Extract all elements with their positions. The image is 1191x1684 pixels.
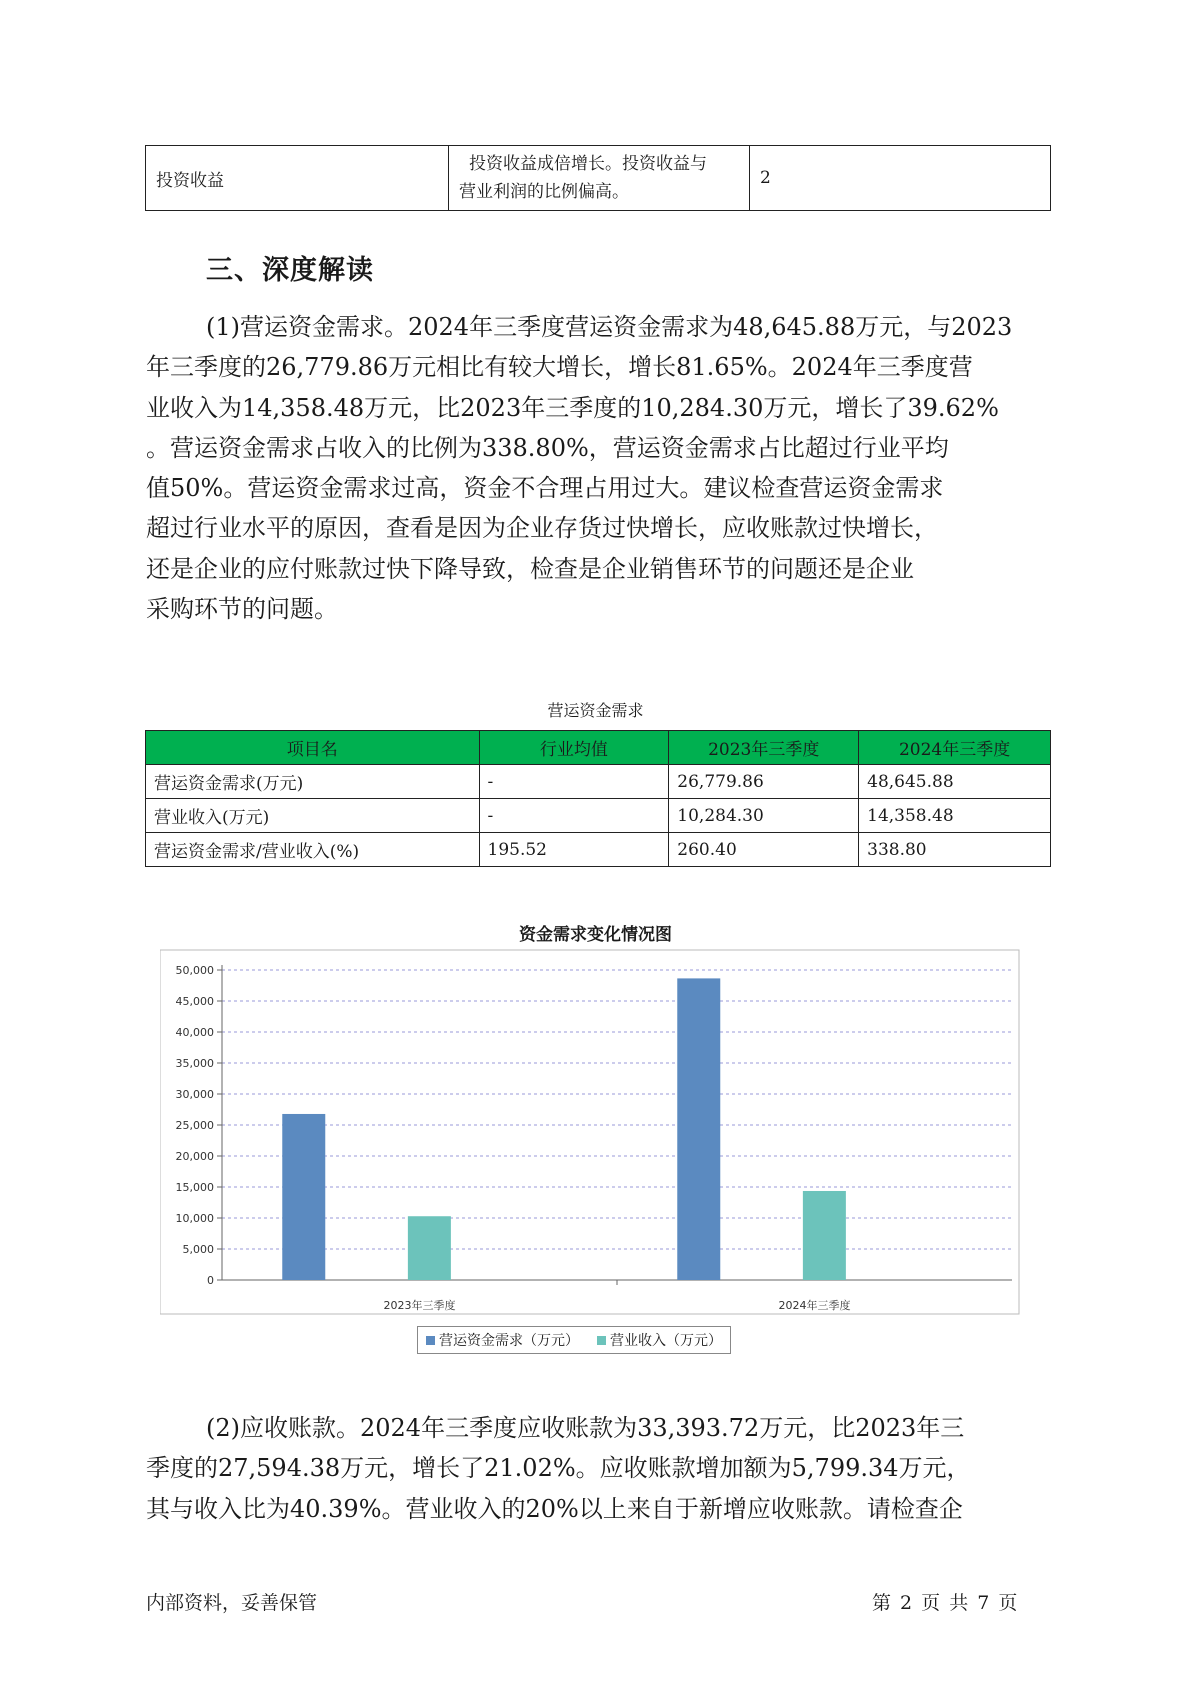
table-cell: 48,645.88 (859, 765, 1051, 799)
table-cell: 260.40 (669, 833, 859, 867)
y-tick-label: 50,000 (175, 964, 214, 977)
legend-item-revenue (597, 1330, 722, 1350)
paragraph-line: 年三季度的26,779.86万元相比有较大增长，增长81.65%。2024年三季度营 (146, 353, 973, 382)
metric-table-title: 营运资金需求 (547, 701, 644, 720)
x-tick-label: 2024年三季度 (778, 1299, 851, 1312)
y-tick-label: 5,000 (182, 1243, 214, 1256)
paragraph-line: (2)应收账款。2024年三季度应收账款为33,393.72万元，比2023年三 (206, 1414, 965, 1442)
column-header: 2023年三季度 (669, 731, 859, 765)
risk-description-cell (449, 146, 750, 211)
paragraph-line: 业收入为14,358.48万元，比2023年三季度的10,284.30万元，增长了39.62% (146, 393, 999, 422)
risk-item-cell: 投资收益 (146, 146, 449, 211)
paragraph-line: 超过行业水平的原因，查看是因为企业存货过快增长，应收账款过快增长， (146, 514, 938, 543)
column-header: 行业均值 (479, 731, 669, 765)
y-tick-label: 35,000 (175, 1057, 214, 1070)
risk-value-cell: 2 (750, 146, 1051, 211)
bar (408, 1216, 451, 1280)
risk-table (145, 145, 1051, 211)
paragraph-line: 季度的27,594.38万元，增长了21.02%。应收账款增加额为5,799.34万元， (146, 1454, 971, 1483)
y-tick-label: 15,000 (175, 1181, 214, 1194)
bar-chart (160, 945, 1020, 1315)
paragraph-line: 采购环节的问题。 (146, 595, 338, 624)
paragraph-line: 。营运资金需求占收入的比例为338.80%，营运资金需求占比超过行业平均 (146, 433, 949, 462)
metric-table (145, 730, 1051, 867)
y-tick-label: 25,000 (175, 1119, 214, 1132)
legend-swatch (426, 1336, 435, 1345)
bar (282, 1114, 325, 1280)
table-cell: 26,779.86 (669, 765, 859, 799)
table-cell: 营运资金需求/营业收入(%) (146, 833, 480, 867)
paragraph-line: 值50%。营运资金需求过高，资金不合理占用过大。建议检查营运资金需求 (146, 474, 944, 503)
paragraph-working-capital (146, 307, 1086, 629)
y-tick-label: 20,000 (175, 1150, 214, 1163)
chart-legend (417, 1326, 731, 1354)
x-tick-label: 2023年三季度 (383, 1299, 456, 1312)
y-tick-label: 0 (207, 1274, 214, 1287)
table-cell: 14,358.48 (859, 799, 1051, 833)
footer-page-number: 第 2 页 共 7 页 (872, 1592, 1018, 1614)
legend-swatch (597, 1336, 606, 1345)
risk-description-line-1: 投资收益成倍增长。投资收益与 (469, 154, 707, 174)
section-heading: 三、深度解读 (206, 255, 374, 286)
table-row (146, 146, 1051, 211)
chart-title: 资金需求变化情况图 (519, 925, 672, 945)
paragraph-receivables (146, 1408, 1086, 1529)
legend-label: 营业收入（万元） (610, 1333, 722, 1349)
y-tick-label: 45,000 (175, 995, 214, 1008)
paragraph-line: 其与收入比为40.39%。营业收入的20%以上来自于新增应收账款。请检查企 (146, 1494, 963, 1523)
paragraph-line: (1)营运资金需求。2024年三季度营运资金需求为48,645.88万元，与2023 (206, 313, 1013, 341)
table-row (146, 799, 1051, 833)
footer-confidential: 内部资料，妥善保管 (146, 1592, 318, 1614)
table-cell: 营业收入(万元) (146, 799, 480, 833)
bar (677, 978, 720, 1280)
bar (803, 1191, 846, 1280)
table-cell: 营运资金需求(万元) (146, 765, 480, 799)
table-cell: - (479, 765, 669, 799)
risk-description-line-2: 营业利润的比例偏高。 (459, 182, 629, 202)
column-header: 项目名 (146, 731, 480, 765)
table-cell: 10,284.30 (669, 799, 859, 833)
y-tick-label: 30,000 (175, 1088, 214, 1101)
table-row (146, 765, 1051, 799)
table-cell: - (479, 799, 669, 833)
column-header: 2024年三季度 (859, 731, 1051, 765)
paragraph-line: 还是企业的应付账款过快下降导致，检查是企业销售环节的问题还是企业 (146, 554, 914, 583)
y-tick-label: 10,000 (175, 1212, 214, 1225)
table-header-row (146, 731, 1051, 765)
table-row (146, 833, 1051, 867)
y-tick-label: 40,000 (175, 1026, 214, 1039)
legend-item-working-capital (426, 1330, 579, 1350)
table-cell: 195.52 (479, 833, 669, 867)
table-cell: 338.80 (859, 833, 1051, 867)
legend-label: 营运资金需求（万元） (439, 1333, 579, 1349)
